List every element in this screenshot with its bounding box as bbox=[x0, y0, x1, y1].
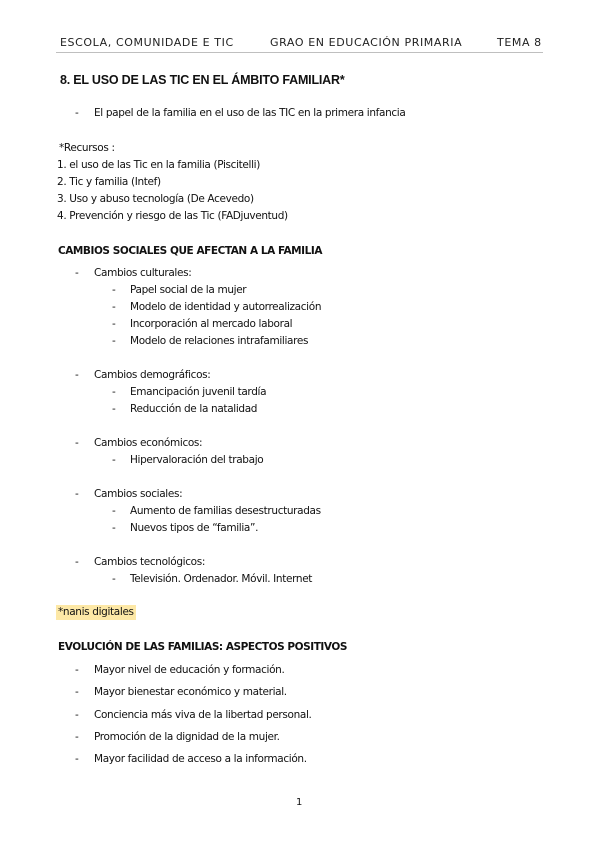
group-label-cultural: Cambios culturales: bbox=[94, 267, 192, 279]
resource-item: 1. el uso de las Tic en la familia (Piscitelli) bbox=[57, 159, 260, 171]
dash-bullet: - bbox=[112, 284, 116, 296]
dash-bullet: - bbox=[75, 437, 79, 449]
section-heading-positive-aspects: EVOLUCIÓN DE LAS FAMILIAS: ASPECTOS POSITIVOS bbox=[58, 641, 347, 653]
header-topic-number: TEMA 8 bbox=[497, 36, 542, 49]
sub-item: Modelo de relaciones intrafamiliares bbox=[130, 335, 309, 347]
dash-bullet: - bbox=[75, 267, 79, 279]
sub-item: Nuevos tipos de “familia”. bbox=[130, 522, 259, 534]
group-label-demographic: Cambios demográficos: bbox=[94, 369, 211, 381]
resource-item: 4. Prevención y riesgo de las Tic (FADjuventud) bbox=[57, 210, 288, 222]
intro-item: El papel de la familia en el uso de las TIC en la primera infancia bbox=[94, 107, 406, 119]
header-degree-name: GRAO EN EDUCACIÓN PRIMARIA bbox=[270, 36, 463, 49]
dash-bullet: - bbox=[112, 386, 116, 398]
resources-heading: *Recursos : bbox=[59, 142, 115, 154]
resource-item: 3. Uso y abuso tecnología (De Acevedo) bbox=[57, 193, 254, 205]
sub-item: Hipervaloración del trabajo bbox=[130, 454, 264, 466]
dash-bullet: - bbox=[112, 454, 116, 466]
list-item: Mayor bienestar económico y material. bbox=[94, 686, 287, 698]
dash-bullet: - bbox=[75, 369, 79, 381]
header-course-name: ESCOLA, COMUNIDADE E TIC bbox=[60, 36, 234, 49]
list-item: Conciencia más viva de la libertad personal. bbox=[94, 709, 312, 721]
dash-bullet: - bbox=[75, 731, 79, 743]
group-label-technological: Cambios tecnológicos: bbox=[94, 556, 206, 568]
sub-item: Reducción de la natalidad bbox=[130, 403, 258, 415]
page-title: 8. EL USO DE LAS TIC EN EL ÁMBITO FAMILIAR* bbox=[60, 73, 345, 87]
list-item: Mayor nivel de educación y formación. bbox=[94, 664, 285, 676]
list-item: Promoción de la dignidad de la mujer. bbox=[94, 731, 280, 743]
sub-item: Papel social de la mujer bbox=[130, 284, 247, 296]
sub-item: Emancipación juvenil tardía bbox=[130, 386, 267, 398]
sub-item: Televisión. Ordenador. Móvil. Internet bbox=[130, 573, 313, 585]
sub-item: Aumento de familias desestructuradas bbox=[130, 505, 321, 517]
dash-bullet: - bbox=[112, 505, 116, 517]
dash-bullet: - bbox=[112, 335, 116, 347]
dash-bullet: - bbox=[75, 686, 79, 698]
dash-bullet: - bbox=[75, 556, 79, 568]
page-number: 1 bbox=[296, 797, 303, 808]
dash-bullet: - bbox=[75, 664, 79, 676]
section-heading-social-changes: CAMBIOS SOCIALES QUE AFECTAN A LA FAMILIA bbox=[58, 245, 322, 257]
list-item: Mayor facilidad de acceso a la información. bbox=[94, 753, 307, 765]
highlighted-note: *nanis digitales bbox=[58, 606, 134, 618]
sub-item: Incorporación al mercado laboral bbox=[130, 318, 293, 330]
dash-bullet: - bbox=[112, 301, 116, 313]
header-divider bbox=[56, 52, 543, 53]
dash-bullet: - bbox=[112, 522, 116, 534]
sub-item: Modelo de identidad y autorrealización bbox=[130, 301, 322, 313]
group-label-social: Cambios sociales: bbox=[94, 488, 183, 500]
dash-bullet: - bbox=[75, 488, 79, 500]
dash-bullet: - bbox=[75, 709, 79, 721]
dash-bullet: - bbox=[112, 573, 116, 585]
resource-item: 2. Tic y familia (Intef) bbox=[57, 176, 161, 188]
dash-bullet: - bbox=[112, 318, 116, 330]
dash-bullet: - bbox=[75, 753, 79, 765]
dash-bullet: - bbox=[75, 107, 79, 119]
group-label-economic: Cambios económicos: bbox=[94, 437, 203, 449]
dash-bullet: - bbox=[112, 403, 116, 415]
